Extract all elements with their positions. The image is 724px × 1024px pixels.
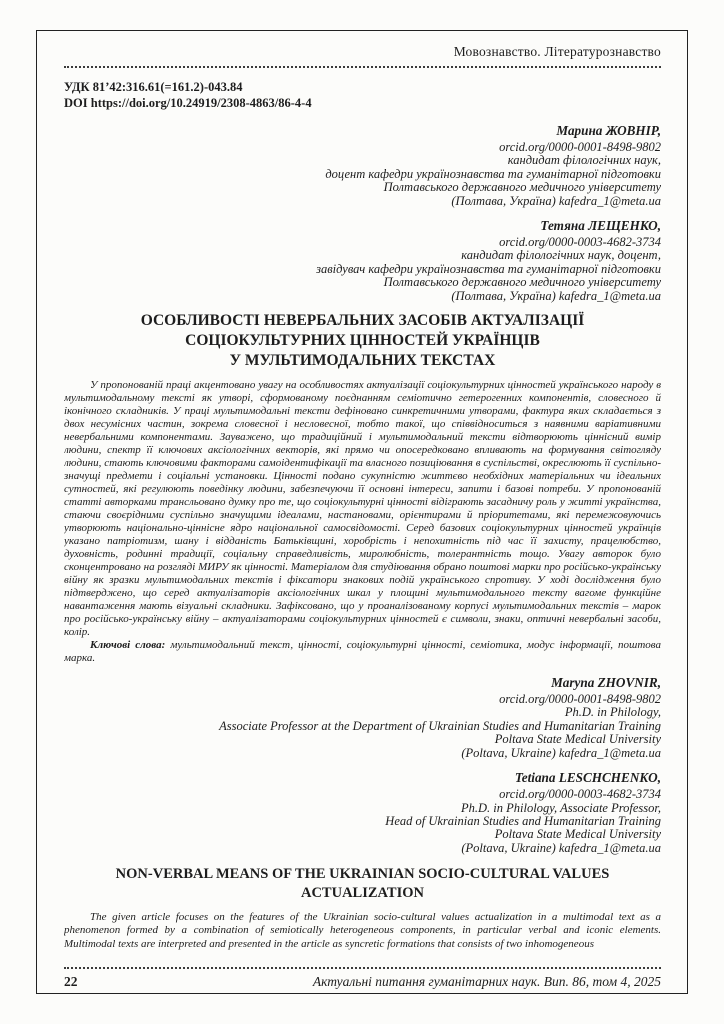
abstract-uk: У пропонованій праці акцентовано увагу на особливостях актуалізації соціокультурних цінностей українського народу в мультимодальному тексті як утворі, сформованому поєднанням семіотично гетерогенних компонентів, словесного й іконічного складників. У праці мультимодальні тексти дефіновано синкретичними утворами, фактура яких складається з двох несумісних частин, зокрема словесної і несловесної, тобто такої, що співвідноситься з наявними варіативними невербальними компонентами. Зауважено, що традиційний і мультимодальний тексти відтворюють ціннісний вимір людини, спектр її ключових аксіологічних векторів, які прямо чи опосередковано впливають на формування світогляду людини, стають ключовими факторами самоідентифікації та власного позиціювання в суспільстві, окреслюють її суспільно-значущі предмети і соціальні установки. Цінності подано сукупністю життєво необхідних матеріальних чи ідеальних сутностей, які регулюють поведінку людини, забезпечуючи її основні інтереси, запити і базові потреби. У пропонованій статті авторками трансльовано думку про те, що соціокультурні цінності відіграють засадничу роль у житті українства, стаючи своєрідними суспільно значущими ідеалами, настановами, орієнтирами й пріоритетами, які перемежовуючись утворюють національно-ціннісне ядро національної самосвідомості. Серед базових соціокультурних цінностей українців указано патріотизм, шану і відданість Батьківщині, хоробрість і непохитність під час її захисту, працелюбство, духовність, родинні традиції, соціальну справедливість, миролюбність, толерантність тощо. Увагу авторок було сконцентровано на розгляді МИРУ як цінності. Матеріалом для студіювання обрано поштові марки про російсько-українську війну як зразки мультимодальних текстів і фіксатори знакових подій українського спротиву. У ході дослідження було підтверджено, що серед актуалізаторів аксіологічних шкал у площині мультимодального тексту вагоме функційне навантаження мають візуальні складники. Зафіксовано, що у проаналізованому корпусі мультимодальних текстів – марок про російсько-українську війну – актуалізаторами соціокультурних цінностей є символи, знаки, оптичні невербальні засоби, колір. (64, 379, 661, 639)
author-name: Tetiana LESCHCHENKO, (514, 770, 661, 786)
author-position: завідувач кафедри українознавства та гуманітарної підготовки (316, 261, 661, 276)
author-name: Maryna ZHOVNIR, (551, 675, 661, 691)
author-name: Марина ЖОВНІР, (556, 123, 661, 138)
author-affiliation: Poltava State Medical University (494, 827, 661, 842)
article-meta (64, 80, 661, 111)
author-degree: Ph.D. in Philology, Associate Professor, (461, 800, 661, 815)
author-contact: (Poltava, Ukraine) kafedra_1@meta.ua (461, 840, 661, 855)
author-degree: кандидат філологічних наук, (507, 153, 661, 168)
author-block-en-2 (64, 770, 661, 855)
author-affiliation: Poltava State Medical University (494, 732, 661, 747)
author-orcid: orcid.org/0000-0001-8498-9802 (499, 692, 661, 707)
page-content (64, 44, 661, 962)
journal-reference: Актуальні питання гуманітарних наук. Вип. 86, том 4, 2025 (312, 974, 661, 989)
author-degree: Ph.D. in Philology, (564, 705, 661, 720)
doi-line: DOI https://doi.org/10.24919/2308-4863/86-4-4 (64, 95, 312, 110)
header-dotted-divider (64, 66, 661, 68)
author-block-uk-2 (64, 218, 661, 303)
author-affiliation: Полтавського державного медичного університету (383, 275, 661, 290)
keywords-label: Ключові слова: (90, 639, 166, 652)
author-position: доцент кафедри українознавства та гуманітарної підготовки (325, 166, 661, 181)
author-position: Head of Ukrainian Studies and Humanitarian Training (385, 813, 661, 828)
author-affiliation: Полтавського державного медичного університету (383, 180, 661, 195)
author-block-en-1 (64, 675, 661, 760)
author-contact: (Poltava, Ukraine) kafedra_1@meta.ua (461, 745, 661, 760)
author-orcid: orcid.org/0000-0001-8498-9802 (499, 140, 661, 154)
author-name: Тетяна ЛЕЩЕНКО, (540, 218, 661, 234)
title-line: NON-VERBAL MEANS OF THE UKRAINIAN SOCIO-CULTURAL VALUES (115, 866, 610, 883)
keywords-text: мультимодальний текст, цінності, соціокультурні цінності, семіотика, модус інформації, поштова марка. (64, 639, 661, 665)
author-orcid: orcid.org/0000-0003-4682-3734 (499, 235, 661, 250)
author-position: Associate Professor at the Department of Ukrainian Studies and Humanitarian Training (219, 718, 661, 733)
article-title-en (64, 865, 661, 902)
title-line: ОСОБЛИВОСТІ НЕВЕРБАЛЬНИХ ЗАСОБІВ АКТУАЛІЗАЦІЇ (140, 312, 585, 330)
udc-line: УДК 81’42:316.61(=161.2)-043.84 (64, 80, 243, 94)
author-orcid: orcid.org/0000-0003-4682-3734 (499, 787, 661, 802)
footer-row (64, 974, 661, 990)
running-head: Мовознавство. Літературознавство (453, 44, 661, 59)
author-contact: (Полтава, Україна) kafedra_1@meta.ua (451, 288, 661, 303)
keywords-uk (64, 639, 661, 665)
author-block-uk-1 (64, 123, 661, 208)
footer-dotted-divider (64, 967, 661, 969)
article-title-uk (64, 311, 661, 371)
abstract-en: The given article focuses on the features of the Ukrainian socio-cultural values actualization in a multimodal text as a phenomenon formed by a combination of semiotically heterogeneous components, in particular verbal and iconic elements. Multimodal texts are interpreted and presented in the article as syncretic formations that consists of two inhomogeneous (64, 911, 661, 950)
title-line: ACTUALIZATION (300, 884, 424, 901)
title-line: СОЦІОКУЛЬТУРНИХ ЦІННОСТЕЙ УКРАЇНЦІВ (185, 332, 540, 350)
author-contact: (Полтава, Україна) kafedra_1@meta.ua (451, 193, 661, 208)
page-footer (64, 967, 661, 990)
author-degree: кандидат філологічних наук, доцент, (461, 248, 661, 263)
page-number: 22 (64, 974, 78, 989)
title-line: У МУЛЬТИМОДАЛЬНИХ ТЕКСТАХ (229, 352, 496, 370)
